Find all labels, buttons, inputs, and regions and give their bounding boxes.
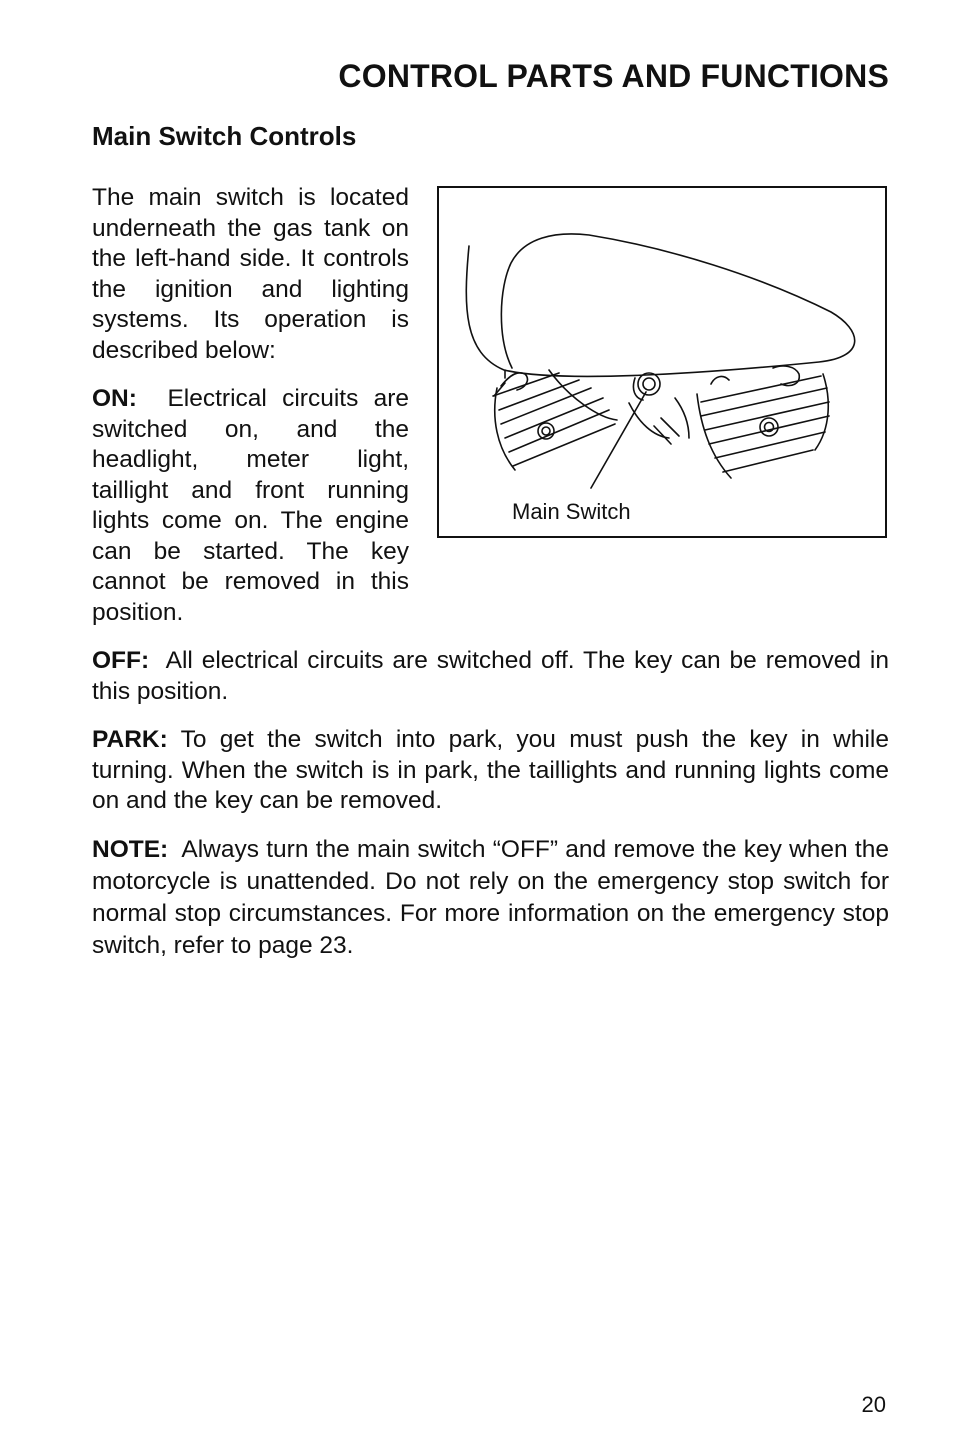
on-label: ON:: [92, 385, 137, 412]
on-text: Electrical circuits are switched on, and the headlight, meter light, taillight and front running lights come on. The engine can be started. The key cannot be removed in this position.: [92, 385, 409, 626]
on-paragraph: [92, 384, 409, 628]
note-text: Always turn the main switch “OFF” and remove the key when the motorcycle is unattended. Do not rely on the emergency stop switch for normal stop circumstances. For more information on the emergency stop switch, refer to page 23.: [92, 836, 889, 959]
page-header-title: CONTROL PARTS AND FUNCTIONS: [338, 58, 889, 94]
park-label: PARK:: [92, 726, 168, 753]
page-number: 20: [861, 1392, 886, 1417]
off-label: OFF:: [92, 647, 150, 674]
main-switch-figure: [437, 186, 887, 538]
off-text: All electrical circuits are switched off. The key can be removed in this position.: [92, 647, 889, 705]
figure-caption: Main Switch: [512, 499, 631, 524]
off-paragraph: [92, 646, 889, 707]
park-text: To get the switch into park, you must push the key in while turning. When the switch is in park, the taillights and running lights come on and the key can be removed.: [92, 726, 889, 814]
main-switch-illustration: [439, 188, 889, 540]
section-title: Main Switch Controls: [92, 121, 357, 151]
intro-paragraph: The main switch is located underneath the gas tank on the left‑hand side. It controls the ignition and lighting systems. Its operation is described below:: [92, 184, 409, 364]
note-label: NOTE:: [92, 836, 169, 863]
park-paragraph: [92, 725, 889, 817]
note-paragraph: [92, 834, 889, 962]
